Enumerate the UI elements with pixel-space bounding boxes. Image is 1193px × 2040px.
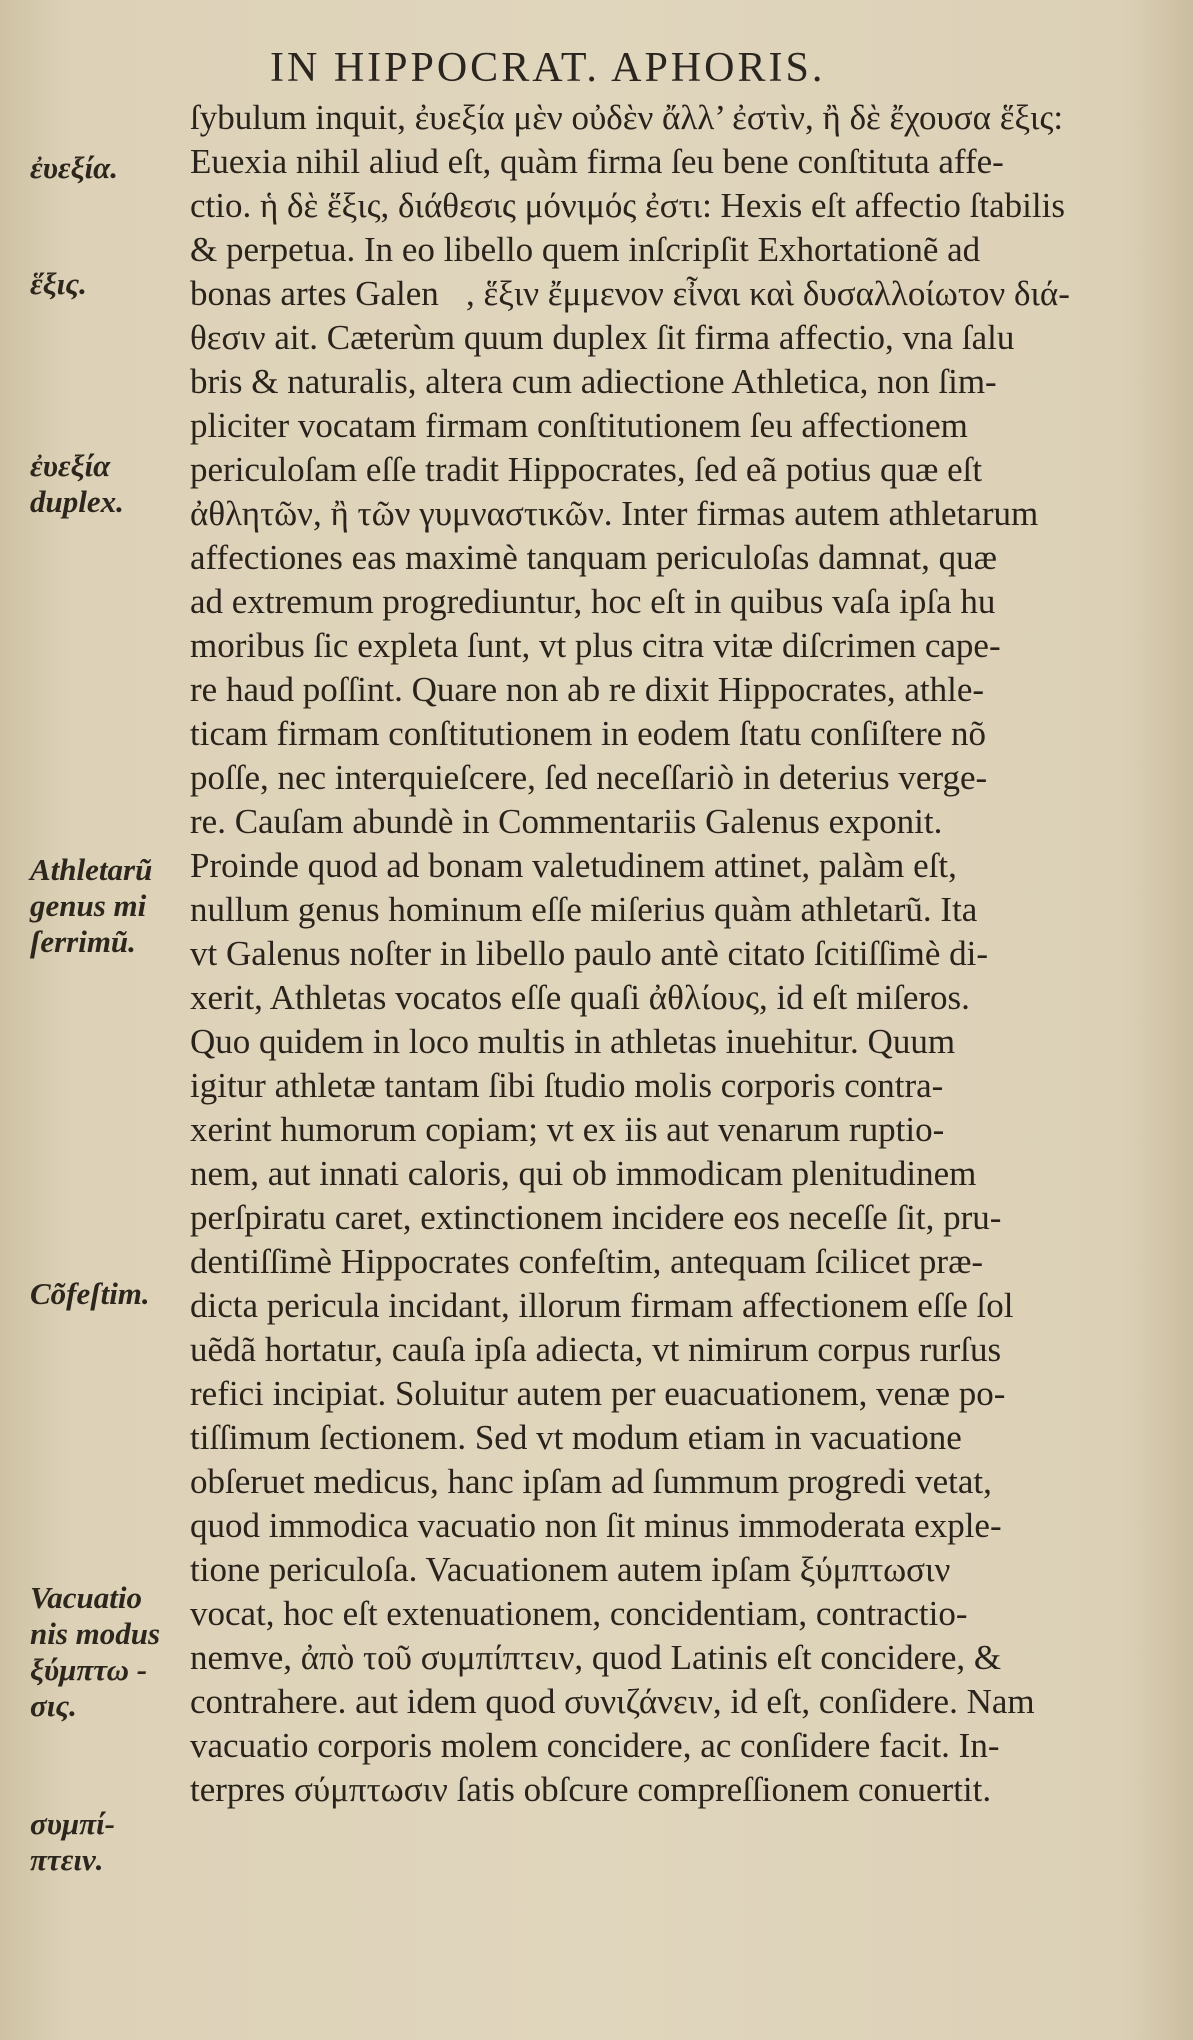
text-line: ἀθλητῶν, ἢ τῶν γυμναστικῶν. Inter firmas autem athletarum [190, 494, 1039, 533]
text-line: Proinde quod ad bonam valetudinem attinet, palàm eſt, [190, 846, 957, 885]
text-line: nem, aut innati caloris, qui ob immodicam plenitudinem [190, 1154, 977, 1193]
text-line: re haud poſſint. Quare non ab re dixit Hippocrates, athle- [190, 670, 985, 709]
text-line: xerint humorum copiam; vt ex iis aut venarum ruptio- [190, 1110, 945, 1149]
text-line: periculoſam eſſe tradit Hippocrates, ſed eã potius quæ eſt [190, 450, 983, 489]
text-line: vocat, hoc eſt extenuationem, concidentiam, contractio- [190, 1594, 968, 1633]
marginalia [0, 0, 185, 2040]
text-line: poſſe, nec interquieſcere, ſed neceſſariò in deterius verge- [190, 758, 988, 797]
text-line: nullum genus hominum eſſe miſerius quàm athletarũ. Ita [190, 890, 978, 929]
text-line: dentiſſimè Hippocrates confeſtim, antequam ſcilicet præ- [190, 1242, 984, 1281]
text-line: pliciter vocatam firmam conſtitutionem ſeu affectionem [190, 406, 968, 445]
text-line: contrahere. aut idem quod συνιζάνειν, id eſt, conſidere. Nam [190, 1682, 1035, 1721]
text-line: ctio. ἡ δὲ ἕξις, διάθεσις μόνιμός ἐστι: Hexis eſt affectio ſtabilis [190, 186, 1065, 225]
running-header: IN HIPPOCRAT. APHORIS. [270, 45, 826, 91]
margin-note-sympiptein: συμπί- πτειν. [30, 1806, 115, 1877]
text-line: refici incipiat. Soluitur autem per euacuationem, venæ po- [190, 1374, 1006, 1413]
text-line: quod immodica vacuatio non ſit minus immoderata exple- [190, 1506, 1002, 1545]
text-line: affectiones eas maximè tanquam periculoſas damnat, quæ [190, 538, 997, 577]
text-line: vacuatio corporis molem concidere, ac conſidere facit. In- [190, 1726, 1000, 1765]
text-line: & perpetua. In eo libello quem inſcripſit Exhortationẽ ad [190, 230, 981, 269]
text-line: terpres σύμπτωσιν ſatis obſcure compreſſionem conuertit. [190, 1770, 992, 1809]
text-line: ſybulum inquit, ἐυεξία μὲν οὐδὲν ἄλλ’ ἐστὶν, ἢ δὲ ἔχουσα ἕξις: [190, 98, 1064, 137]
text-line: ad extremum progrediuntur, hoc eſt in quibus vaſa ipſa hu [190, 582, 996, 621]
margin-note-euexia: ἐυεξία. [30, 150, 119, 185]
text-line: igitur athletæ tantam ſibi ſtudio molis corporis contra- [190, 1066, 944, 1105]
text-line: bonas artes Galen᷑, ἕξιν ἔμμενον εἶναι καὶ δυσαλλοίωτον διά- [190, 274, 1070, 313]
text-line: re. Cauſam abundè in Commentariis Galenus exponit. [190, 802, 943, 841]
text-line: perſpiratu caret, extinctionem incidere eos neceſſe ſit, pru- [190, 1198, 1002, 1237]
text-line: bris & naturalis, altera cum adiectione Athletica, non ſim- [190, 362, 997, 401]
text-line: moribus ſic expleta ſunt, vt plus citra vitæ diſcrimen cape- [190, 626, 1001, 665]
margin-note-euexia-duplex: ἐυεξία duplex. [30, 448, 124, 519]
margin-note-athletarum: Athletarũ genus mi ſerrimũ. [30, 852, 153, 959]
text-line: θεσιν ait. Cæterùm quum duplex ſit firma affectio, vna ſalu [190, 318, 1015, 357]
text-line: nemve, ἀπὸ τοῦ συμπίπτειν, quod Latinis eſt concidere, & [190, 1638, 1002, 1677]
text-line: dicta pericula incidant, illorum firmam affectionem eſſe ſol [190, 1286, 1014, 1325]
text-line: obſeruet medicus, hanc ipſam ad ſummum progredi vetat, [190, 1462, 992, 1501]
text-line: tiſſimum ſectionem. Sed vt modum etiam in vacuatione [190, 1418, 962, 1457]
text-line: Quo quidem in loco multis in athletas inuehitur. Quum [190, 1022, 956, 1061]
margin-note-vacuationis: Vacuatio nis modus ξύμπτω - σις. [30, 1580, 161, 1723]
text-line: ticam firmam conſtitutionem in eodem ſtatu conſiſtere nõ [190, 714, 987, 753]
text-line: vt Galenus noſter in libello paulo antè citato ſcitiſſimè di- [190, 934, 988, 973]
text-line: tione periculoſa. Vacuationem autem ipſam ξύμπτωσιν [190, 1550, 951, 1589]
margin-note-hexis: ἕξις. [30, 266, 87, 301]
text-line: uẽdã hortatur, cauſa ipſa adiecta, vt nimirum corpus rurſus [190, 1330, 1002, 1369]
text-line: xerit, Athletas vocatos eſſe quaſi ἀθλίους, id eſt miſeros. [190, 978, 970, 1017]
margin-note-confestim: Cõfeſtim. [30, 1276, 150, 1311]
text-line: Euexia nihil aliud eſt, quàm firma ſeu bene conſtituta affe- [190, 142, 1004, 181]
